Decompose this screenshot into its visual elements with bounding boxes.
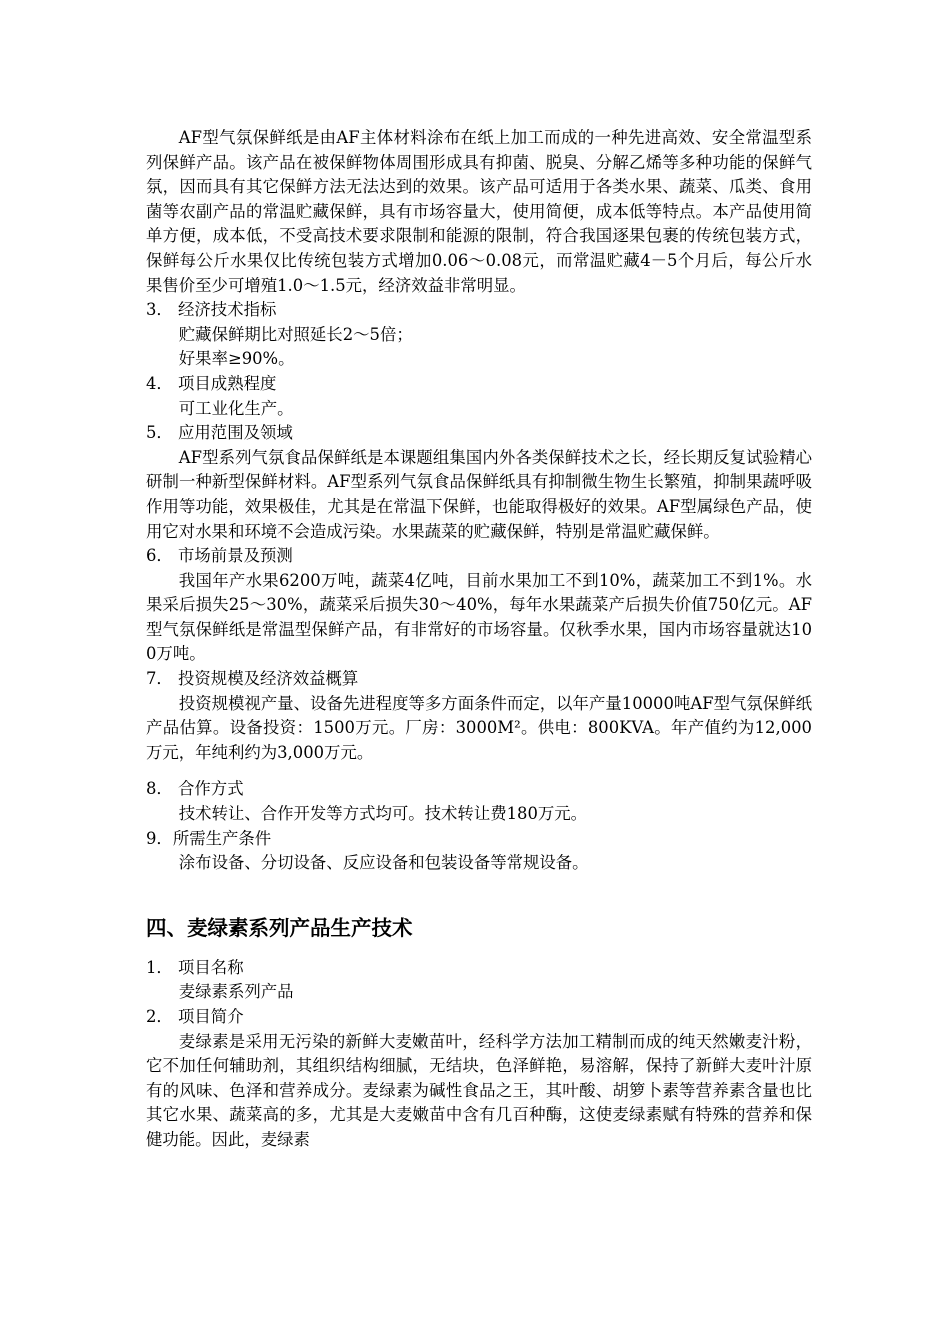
- item-3-line-1: 贮藏保鲜期比对照延长2～5倍；: [178, 324, 413, 344]
- section-4-item-2-heading: 2． 项目简介: [146, 1007, 244, 1026]
- document-body: [146, 126, 812, 1153]
- item-7-paragraph: 投资规模视产量、设备先进程度等多方面条件而定，以年产量10000吨AF型气氛保鲜纸产品估算。设备投资：1500万元。厂房：3000M²。供电：800KVA。年产值约为12,000万元，年纯利约为3,000万元。: [146, 693, 812, 762]
- item-5-paragraph: AF型系列气氛食品保鲜纸是本课题组集国内外各类保鲜技术之长，经长期反复试验精心研制一种新型保鲜材料。AF型系列气氛食品保鲜纸具有抑制微生物生长繁殖，抑制果蔬呼吸作用等功能，效果极佳，尤其是在常温下保鲜，也能取得极好的效果。AF型属绿色产品，使用它对水果和环境不会造成污染。水果蔬菜的贮藏保鲜，特别是常温贮藏保鲜。: [146, 447, 812, 541]
- item-3-heading: 3． 经济技术指标: [146, 300, 277, 320]
- intro-paragraph: AF型气氛保鲜纸是由AF主体材料涂布在纸上加工而成的一种先进高效、安全常温型系列保鲜产品。该产品在被保鲜物体周围形成具有抑菌、脱臭、分解乙烯等多种功能的保鲜气氛，因而具有其它保鲜方法无法达到的效果。该产品可适用于各类水果、蔬菜、瓜类、食用菌等农副产品的常温贮藏保鲜，具有市场容量大，使用简便，成本低等特点。本产品使用简单方便，成本低，不受高技术要求限制和能源的限制，符合我国逐果包裹的传统包装方式，保鲜每公斤水果仅比传统包装方式增加0.06～0.08元，而常温贮藏4－5个月后，每公斤水果售价至少可增殖1.0～1.5元，经济效益非常明显。: [146, 128, 812, 295]
- item-9-heading: 9．所需生产条件: [146, 828, 272, 848]
- section-4-item-2-paragraph: 麦绿素是采用无污染的新鲜大麦嫩苗叶，经科学方法加工精制而成的纯天然嫩麦汁粉，它不加任何辅助剂，其组织结构细腻，无结块，色泽鲜艳，易溶解，保持了新鲜大麦叶汁原有的风味、色泽和营养成分。麦绿素为碱性食品之王，其叶酸、胡箩卜素等营养素含量也比其它水果、蔬菜高的多，尤其是大麦嫩苗中含有几百种酶，这使麦绿素赋有特殊的营养和保健功能。因此，麦绿素: [146, 1031, 812, 1149]
- item-4-heading: 4． 项目成熟程度: [146, 373, 277, 393]
- item-8-line-1: 技术转让、合作开发等方式均可。技术转让费180万元。: [178, 804, 588, 824]
- item-4-line-1: 可工业化生产。: [178, 398, 294, 418]
- item-7-heading: 7． 投资规模及经济效益概算: [146, 669, 359, 689]
- section-4-item-1-heading: 1． 项目名称: [146, 957, 244, 977]
- item-3-line-2: 好果率≥90%。: [178, 349, 295, 369]
- section-4-title: 四、麦绿素系列产品生产技术: [146, 915, 413, 940]
- item-5-heading: 5． 应用范围及领域: [146, 423, 293, 443]
- item-6-paragraph: 我国年产水果6200万吨，蔬菜4亿吨，目前水果加工不到10%，蔬菜加工不到1%。水果采后损失25～30%，蔬菜采后损失30～40%，每年水果蔬菜产后损失价值750亿元。AF型气氛保鲜纸是常温型保鲜产品，有非常好的市场容量。仅秋季水果，国内市场容量就达100万吨。: [146, 570, 812, 664]
- spacer: [146, 765, 812, 777]
- item-8-heading: 8． 合作方式: [146, 779, 244, 799]
- section-4-item-1-line-1: 麦绿素系列产品: [178, 982, 294, 1002]
- item-6-heading: 6． 市场前景及预测: [146, 546, 293, 566]
- item-9-line-1: 涂布设备、分切设备、反应设备和包装设备等常规设备。: [178, 853, 589, 873]
